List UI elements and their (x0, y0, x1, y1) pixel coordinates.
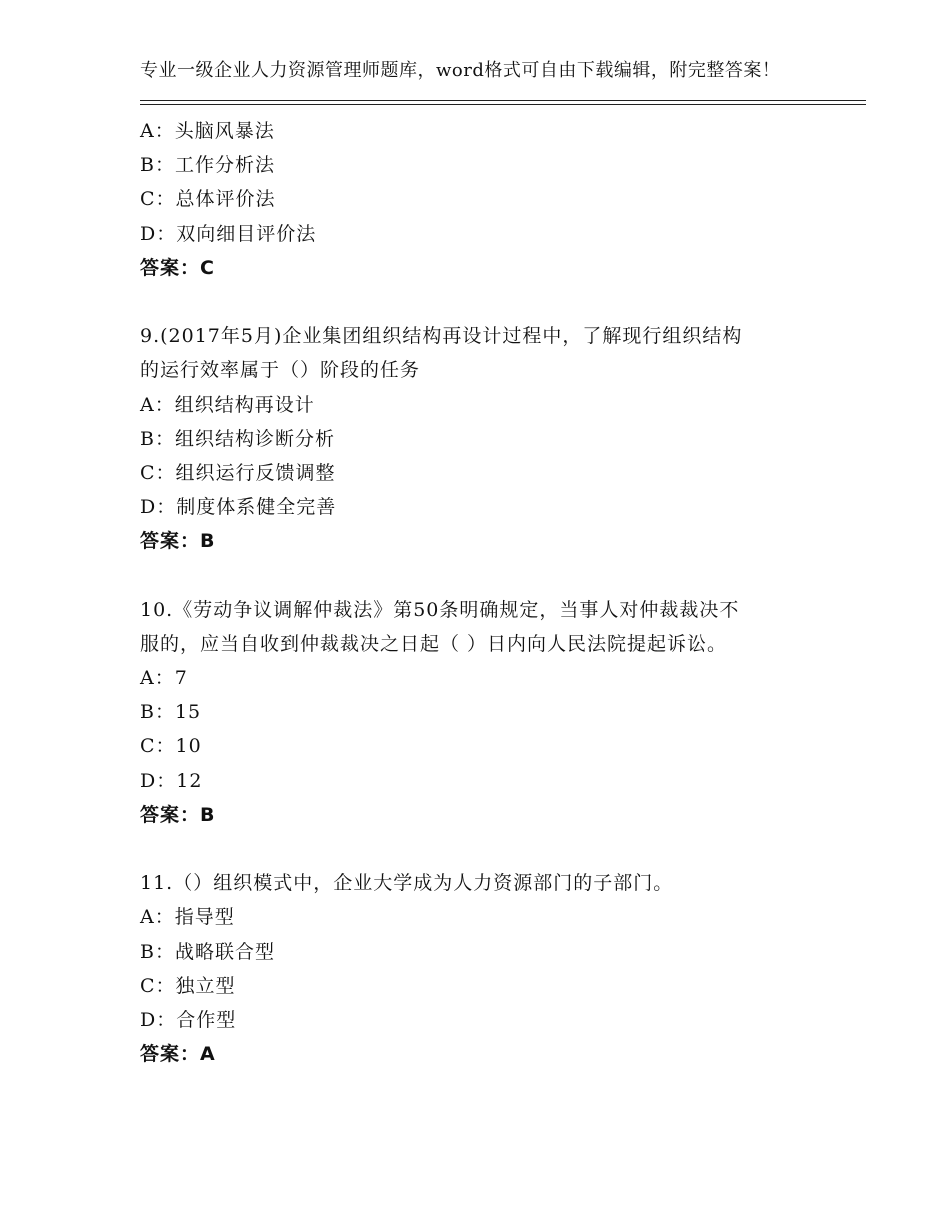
question-content (140, 114, 820, 1071)
question-8-partial (140, 114, 820, 285)
spacer (140, 558, 820, 592)
option-d: D：制度体系健全完善 (140, 496, 337, 519)
option-d: D：双向细目评价法 (140, 222, 317, 245)
header-rule-top (140, 100, 866, 101)
spacer (140, 285, 820, 319)
question-stem-line: 10.《劳动争议调解仲裁法》第50条明确规定，当事人对仲裁裁决不 (140, 598, 740, 621)
option-c: C：独立型 (140, 974, 236, 997)
answer-line: 答案：B (140, 530, 216, 553)
page-header: 专业一级企业人力资源管理师题库，word格式可自由下载编辑，附完整答案！ (140, 60, 781, 81)
answer-line: 答案：B (140, 803, 216, 826)
option-c: C：总体评价法 (140, 188, 276, 211)
question-stem-line: 9.(2017年5月)企业集团组织结构再设计过程中，了解现行组织结构 (140, 325, 743, 348)
option-b: B：组织结构诊断分析 (140, 427, 335, 450)
option-b: B：15 (140, 701, 202, 724)
question-11 (140, 866, 820, 1071)
spacer (140, 832, 820, 866)
option-d: D：合作型 (140, 1008, 237, 1031)
option-a: A：指导型 (140, 906, 235, 929)
option-a: A：组织结构再设计 (140, 393, 315, 416)
option-b: B：战略联合型 (140, 940, 275, 963)
option-c: C：组织运行反馈调整 (140, 461, 336, 484)
option-a: A：7 (140, 667, 188, 689)
answer-line: 答案：A (140, 1043, 216, 1066)
option-d: D：12 (140, 769, 203, 792)
option-a: A：头脑风暴法 (140, 120, 275, 142)
question-stem-line: 11.（）组织模式中，企业大学成为人力资源部门的子部门。 (140, 872, 674, 895)
header-rule-bottom (140, 104, 866, 105)
question-stem-line: 服的，应当自收到仲裁裁决之日起（ ）日内向人民法院提起诉讼。 (140, 632, 728, 655)
question-9 (140, 319, 820, 558)
answer-line: 答案：C (140, 256, 215, 279)
question-stem-line: 的运行效率属于（）阶段的任务 (140, 359, 421, 382)
option-b: B：工作分析法 (140, 154, 275, 177)
question-10 (140, 593, 820, 832)
option-c: C：10 (140, 735, 202, 758)
